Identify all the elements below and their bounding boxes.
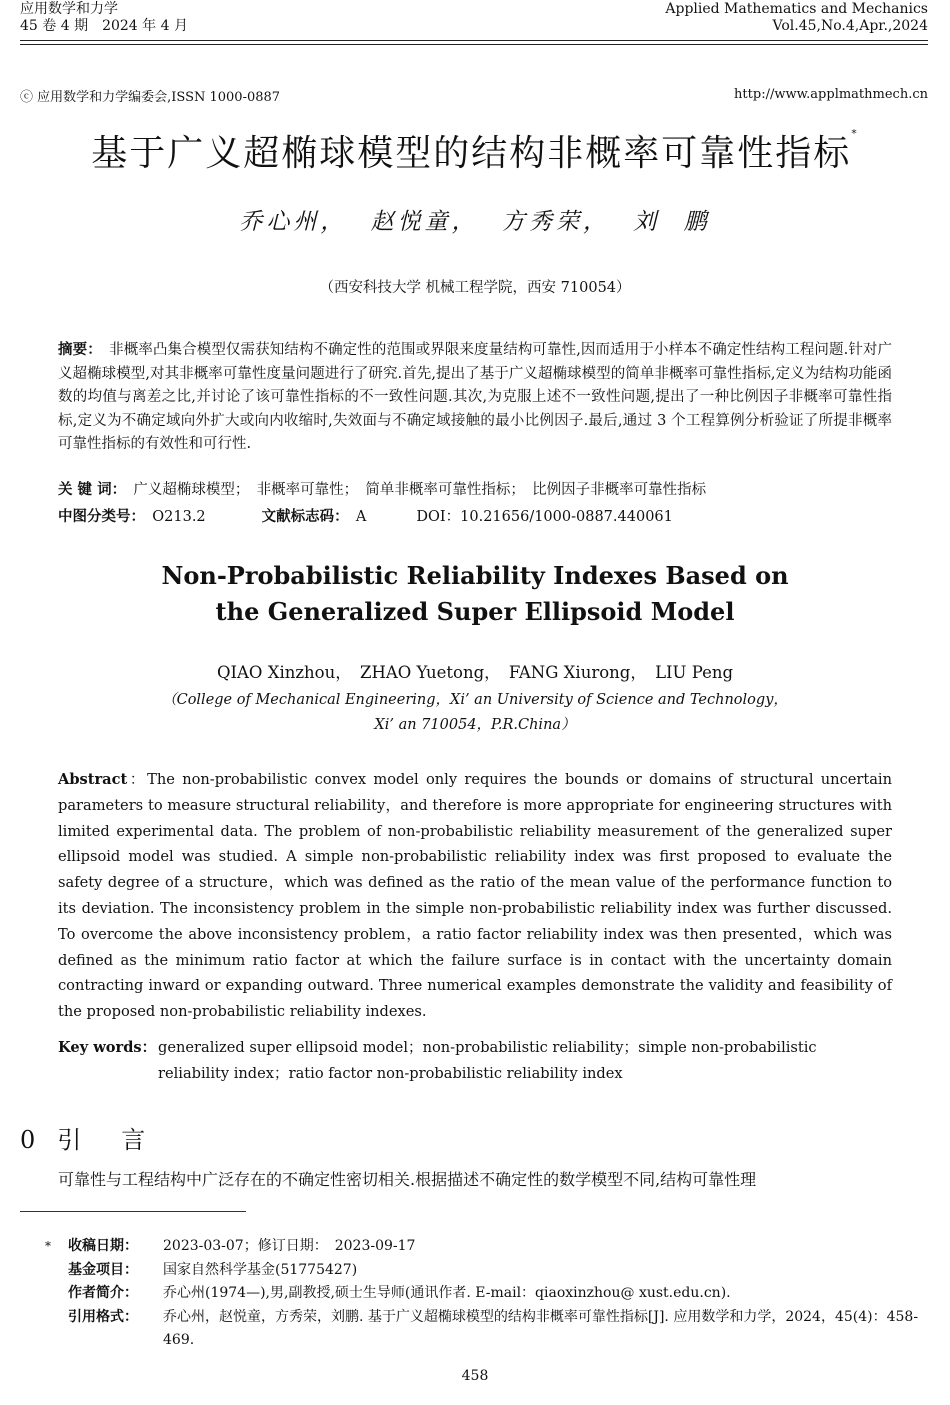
footnote-fund <box>20 1259 932 1283</box>
authors-cn: 乔心州， 赵悦童， 方秀荣， 刘 鹏 <box>239 209 711 235</box>
section-heading <box>20 1120 185 1155</box>
footnote-rule <box>20 1211 246 1212</box>
keywords-cn <box>58 478 706 499</box>
doi[interactable]: DOI：10.21656/1000-0887.440061 <box>416 509 673 525</box>
running-header-left <box>20 1 188 35</box>
issue-en: Vol.45,No.4,Apr.,2024 <box>772 18 928 34</box>
running-header-right <box>665 1 928 35</box>
abstract-cn-label: 摘要： <box>58 342 95 358</box>
footnote-received <box>20 1235 932 1259</box>
footnote-star: * <box>45 1239 51 1253</box>
keywords-en-label: Key words： <box>58 1039 157 1056</box>
author-bio-label: 作者简介： <box>68 1285 138 1301</box>
keywords-cn-label: 关 键 词： <box>58 482 119 498</box>
title-en-line-2: the Generalized Super Ellipsoid Model <box>215 597 735 626</box>
abstract-en <box>58 767 892 1025</box>
keywords-cn-items: 广义超椭球模型； 非概率可靠性； 简单非概率可靠性指标； 比例因子非概率可靠性指标 <box>133 482 707 498</box>
authors-en: QIAO Xinzhou， ZHAO Yuetong， FANG Xiurong， LIU Peng <box>216 663 734 682</box>
doc-code-value: A <box>355 509 367 525</box>
received-label: 收稿日期： <box>68 1238 138 1254</box>
affiliation-en-line-1: （College of Mechanical Engineering，Xi’ an University of Science and Technology， <box>162 692 788 708</box>
footnote-author <box>20 1282 932 1306</box>
abstract-cn-text: 非概率凸集合模型仅需获知结构不确定性的范围或界限来度量结构可靠性,因而适用于小样本不确定性结构工程问题.针对广义超椭球模型,对其非概率可靠性度量问题进行了研究.首先,提出了基于广义超椭球模型的简单非概率可靠性指标,定义为结构功能函数的均值与离差之比,并讨论了该可靠性指标的不一致性问题.其次,为克服上述不一致性问题,提出了一种比例因子非概率可靠性指标,定义为不确定域向外扩大或向内收缩时,失效面与不确定域接触的最小比例因子.最后,通过 3 个工程算例分析验证了所提非概率可靠性指标的有效性和可行性. <box>58 342 893 452</box>
affiliation-en-line-2: Xi’ an 710054，P.R.China） <box>374 717 576 733</box>
keywords-en-text: generalized super ellipsoid model；non-probabilistic reliability；simple non-probabilistic reliability index；ratio factor non-probabilistic reliability index <box>158 1039 817 1082</box>
journal-name-en: Applied Mathematics and Mechanics <box>665 1 928 17</box>
issue-cn: 45 卷 4 期 2024 年 4 月 <box>20 18 188 34</box>
intro-paragraph: 可靠性与工程结构中广泛存在的不确定性密切相关.根据描述不确定性的数学模型不同,结构可靠性理 <box>58 1170 757 1189</box>
affiliation-cn: （西安科技大学 机械工程学院，西安 710054） <box>319 280 631 296</box>
title-cn-text: 基于广义超椭球模型的结构非概率可靠性指标 <box>91 133 852 174</box>
header-rule-thick <box>20 40 928 41</box>
fund-value: 国家自然科学基金(51775427) <box>163 1261 358 1278</box>
section-title: 引言 <box>57 1126 186 1154</box>
title-en-line-1: Non-Probabilistic Reliability Indexes Based on <box>161 561 789 590</box>
footnote-citation <box>20 1306 932 1353</box>
paper-title-cn <box>0 125 950 176</box>
copyright-line: ⓒ 应用数学和力学编委会,ISSN 1000-0887 <box>20 90 281 105</box>
citation-label: 引用格式： <box>68 1308 138 1325</box>
journal-name-cn: 应用数学和力学 <box>20 1 118 17</box>
classification-line <box>58 505 673 526</box>
received-value: 2023-03-07；修订日期： 2023-09-17 <box>163 1238 416 1254</box>
citation-value: 乔心州，赵悦童，方秀荣，刘鹏. 基于广义超椭球模型的结构非概率可靠性指标[J]. 应用数学和力学，2024，45(4)：458-469. <box>163 1308 919 1348</box>
abstract-en-text: ：The non-probabilistic convex model only requires the bounds or domains of structural uncertain parameters to measure structural reliability，and therefore is more appropriate for engineering structures with limited experimental data. The problem of non-probabilistic reliability measurement of the generalized super ellipsoid model was studied. A simple non-probabilistic reliability index was first proposed to evaluate the safety degree of a structure，which was defined as the ratio of the mean value of the performance function to its deviation. The inconsistency problem in the simple non-probabilistic reliability index was further discussed. To overcome the above inconsistency problem，a ratio factor reliability index was then presented，which was defined as the minimum ratio factor at which the failure surface is in contact with the uncertainty domain contracting inward or expanding outward. Three numerical examples demonstrate the validity and feasibility of the proposed non-probabilistic reliability indexes. <box>58 771 892 1021</box>
header-rule-thin <box>20 44 928 45</box>
doc-code-label: 文献标志码： <box>261 509 342 525</box>
affiliation-en <box>0 688 950 738</box>
page-number: 458 <box>461 1368 489 1384</box>
journal-url[interactable]: http://www.applmathmech.cn <box>734 87 928 102</box>
paper-title-en <box>0 558 950 630</box>
title-footnote-mark: * <box>851 127 859 140</box>
clc-label: 中图分类号： <box>58 509 138 525</box>
section-number: 0 <box>20 1126 36 1154</box>
author-bio-value: 乔心州(1974—),男,副教授,硕士生导师(通讯作者. E-mail：qiaoxinzhou@ xust.edu.cn). <box>163 1285 731 1301</box>
keywords-en <box>58 1035 892 1087</box>
clc-value: O213.2 <box>152 509 206 525</box>
fund-label: 基金项目： <box>68 1261 138 1278</box>
footnotes <box>20 1235 932 1353</box>
abstract-en-label: Abstract <box>58 771 128 788</box>
abstract-cn <box>58 339 892 457</box>
